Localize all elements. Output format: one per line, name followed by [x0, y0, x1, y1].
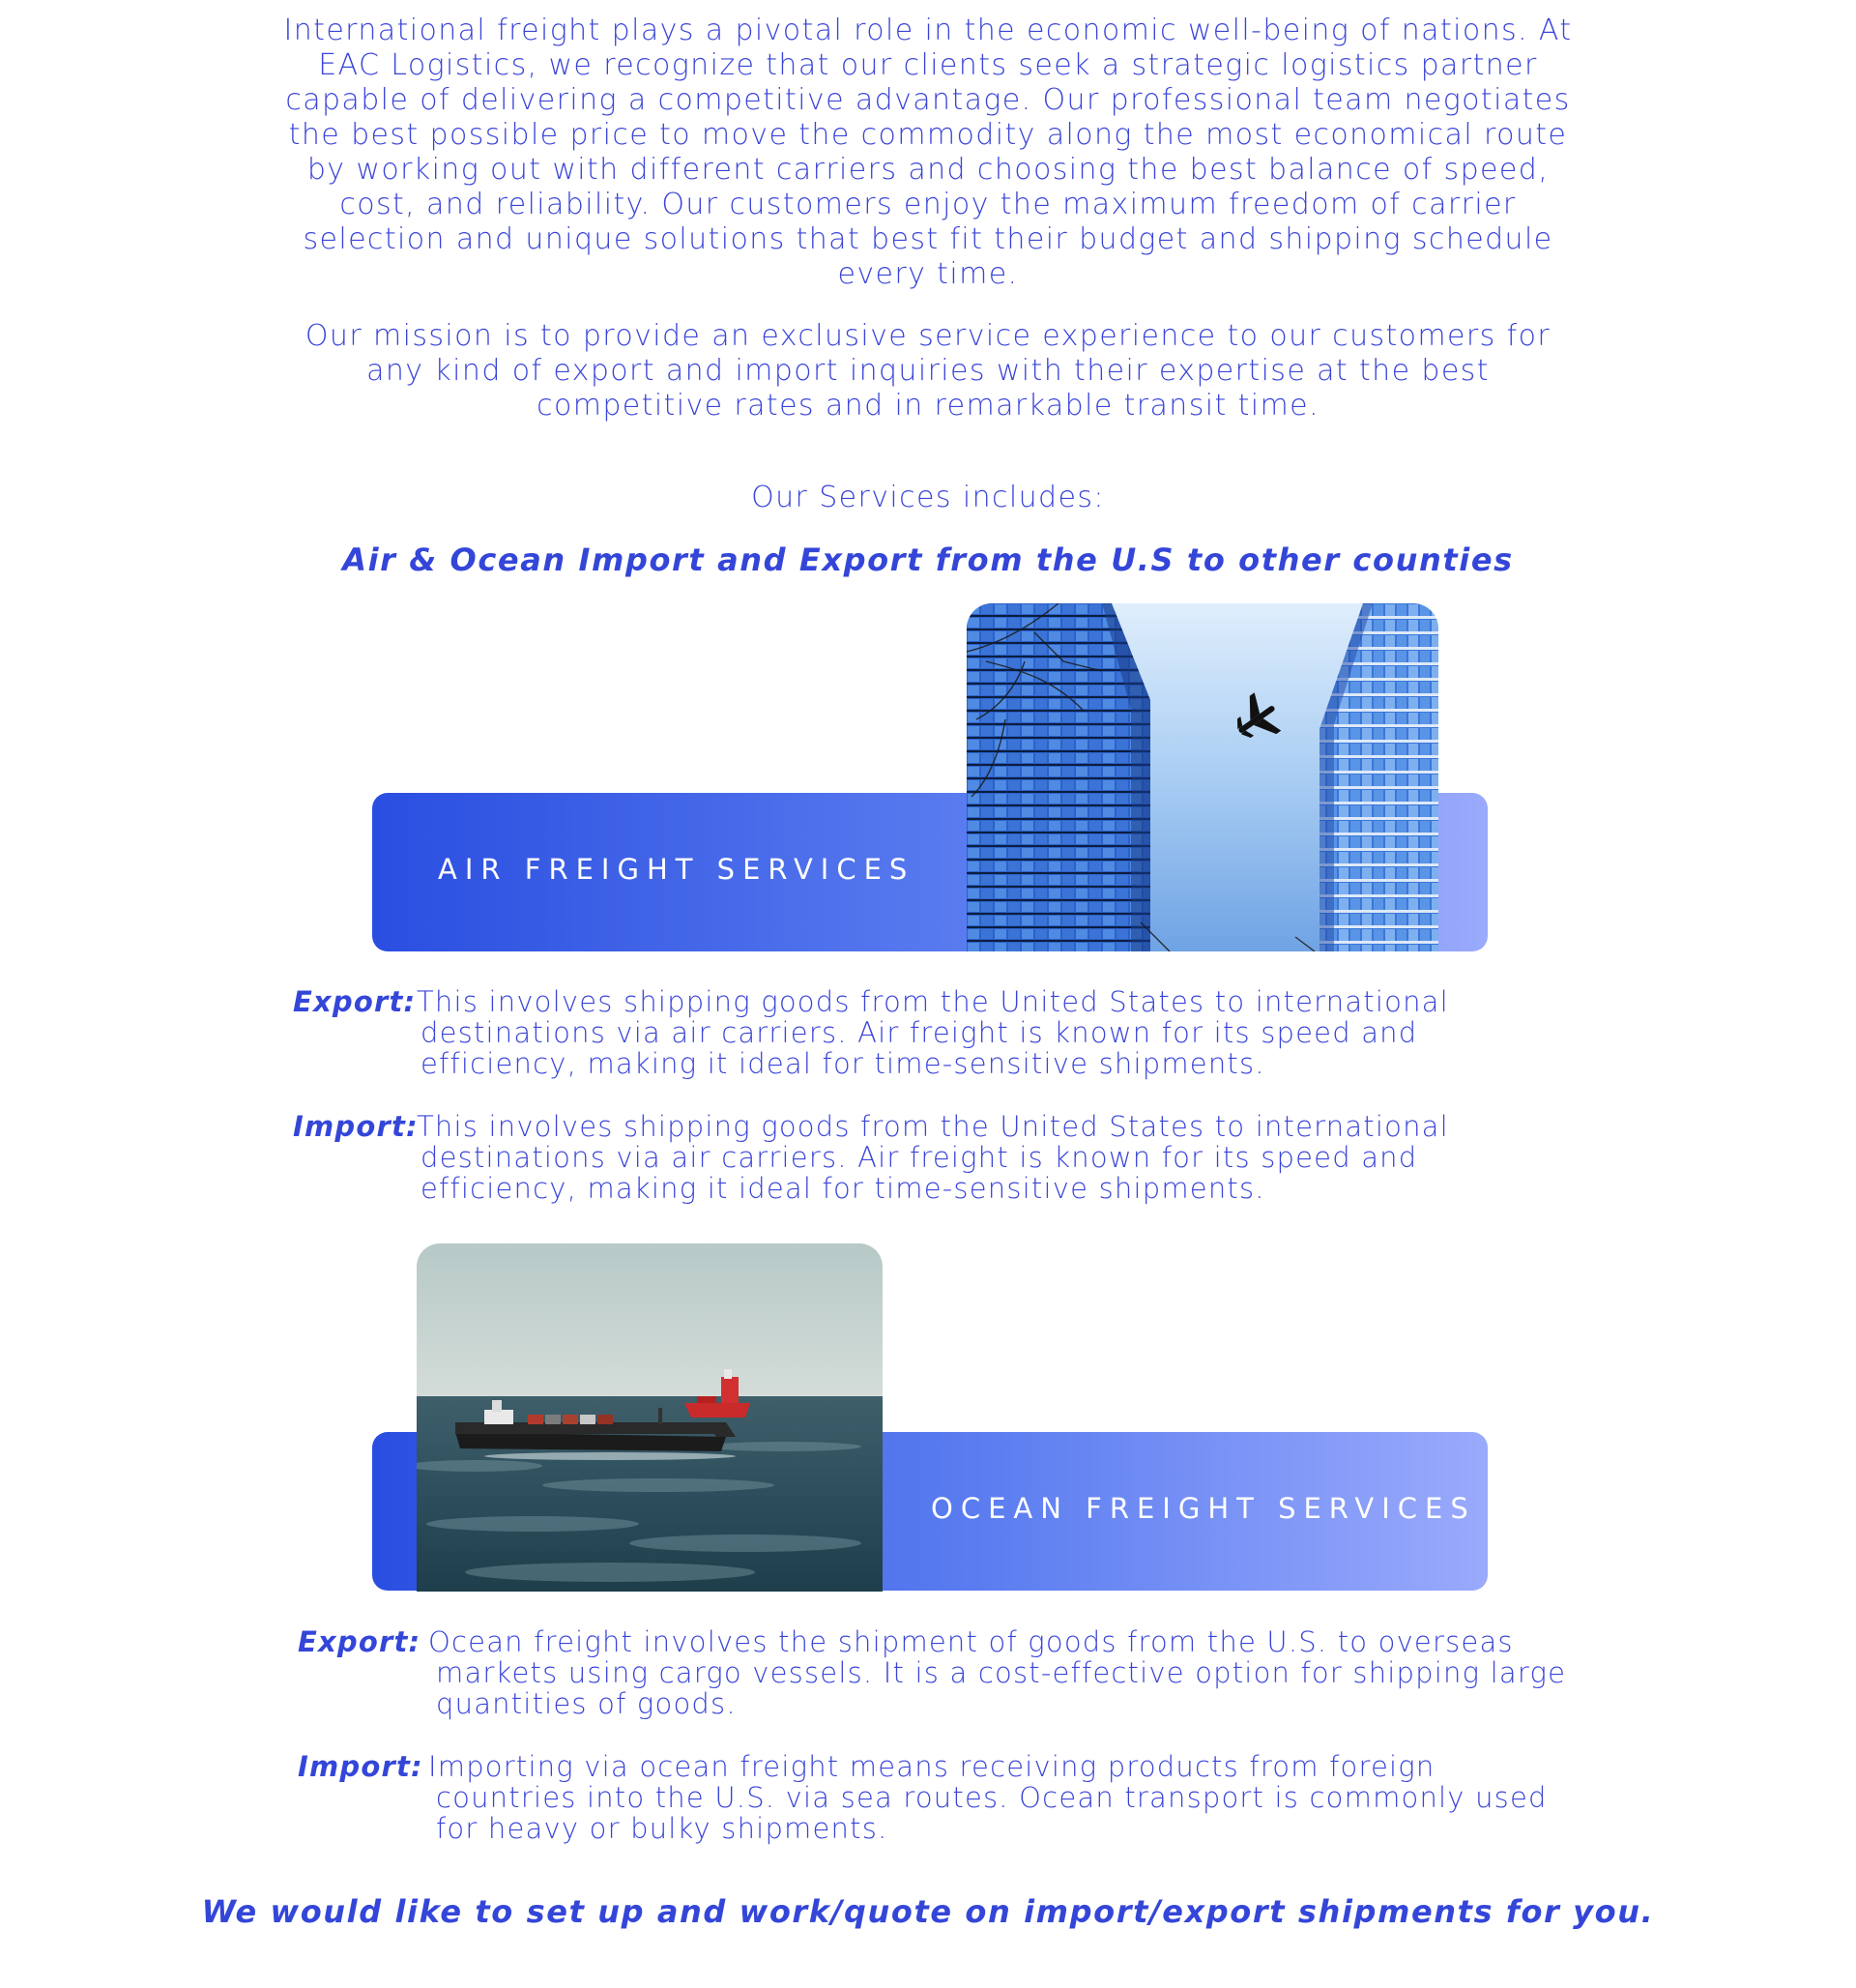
ocean-export-entry: [298, 1626, 1574, 1719]
closing-statement: We would like to set up and work/quote on import/export shipments for you.: [201, 1893, 1655, 1930]
ocean-export-term: Export:: [298, 1625, 421, 1658]
ocean-freight-label: OCEAN FREIGHT SERVICES: [931, 1492, 1476, 1525]
ocean-import-term: Import:: [298, 1750, 423, 1783]
air-freight-label: AIR FREIGHT SERVICES: [438, 853, 915, 886]
air-import-text: This involves shipping goods from the United States to international destinations via air carriers. Air freight is known for its speed and efficiency, making it ideal for time-sensitive shipments.: [417, 1110, 1449, 1205]
air-export-term: Export:: [293, 985, 417, 1018]
air-freight-photo: [967, 603, 1438, 951]
services-lead: Our Services includes:: [751, 481, 1105, 514]
air-import-entry: [293, 1111, 1569, 1204]
ocean-import-text: Importing via ocean freight means receiving products from foreign countries into the U.S. via sea routes. Ocean transport is commonly used for heavy or bulky shipments.: [428, 1750, 1548, 1845]
intro-paragraph: International freight plays a pivotal role in the economic well-being of nations. At EAC Logistics, we recognize that our clients seek a strategic logistics partner capable of delivering a competitive advantage. Our professional team negotiates the best possible price to move the commodity along the most economical route by working out with different carriers and choosing the best balance of speed, cost, and reliability. Our customers enjoy the maximum freedom of carrier selection and unique solutions that best fit their budget and shipping schedule every time.: [283, 14, 1573, 291]
services-title: Air & Ocean Import and Export from the U.S to other counties: [342, 541, 1514, 578]
air-import-term: Import:: [293, 1110, 419, 1143]
ocean-import-entry: [298, 1751, 1574, 1844]
ocean-freight-photo: [417, 1243, 883, 1592]
air-export-entry: [293, 986, 1569, 1079]
mission-paragraph: Our mission is to provide an exclusive service experience to our customers for any kind of export and import inquiries with their expertise at the best competitive rates and in remarkable transit time.: [304, 319, 1552, 423]
air-export-text: This involves shipping goods from the United States to international destinations via air carriers. Air freight is known for its speed and efficiency, making it ideal for time-sensitive shipments.: [417, 985, 1449, 1080]
skyscrapers-airplane-image: [967, 603, 1438, 951]
cargo-ship-image: [417, 1243, 883, 1592]
ocean-export-text: Ocean freight involves the shipment of goods from the U.S. to overseas markets using cargo vessels. It is a cost-effective option for shipping large quantities of goods.: [428, 1625, 1567, 1720]
